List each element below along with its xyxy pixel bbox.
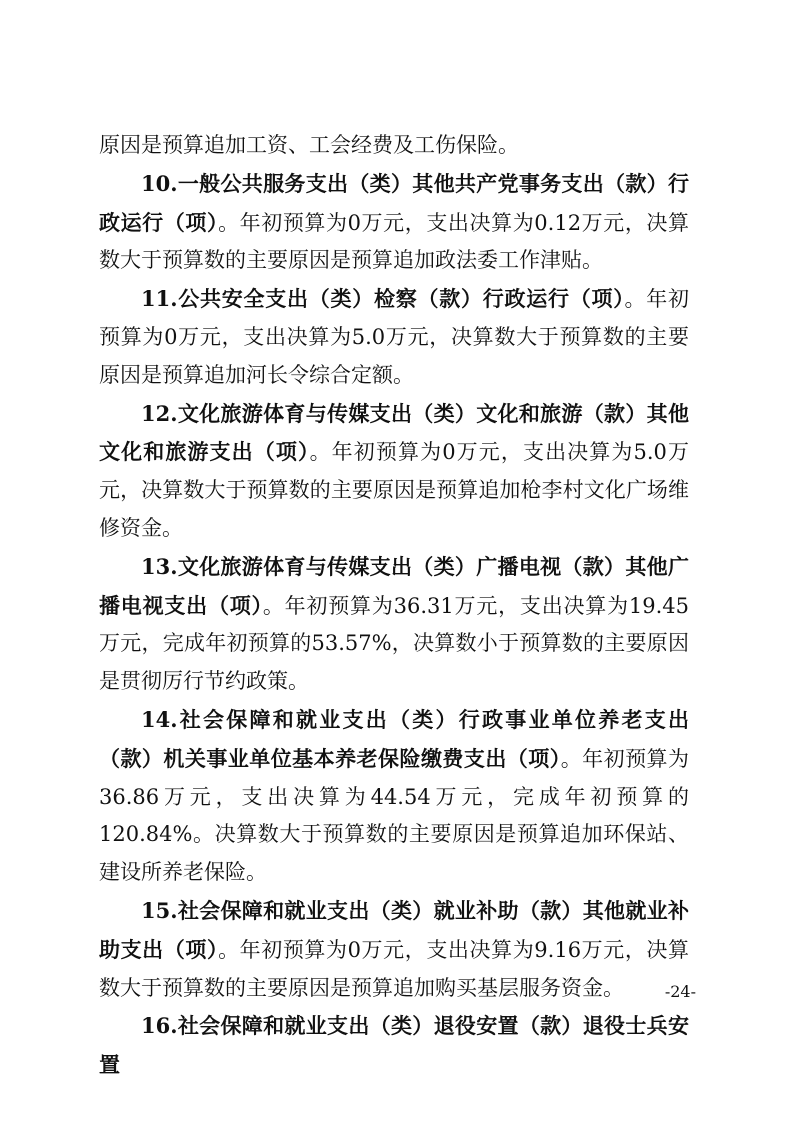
body-text (99, 127, 689, 1085)
paragraph-item-10 (99, 165, 689, 280)
paragraph-item-14 (99, 701, 689, 892)
item-heading: 10.一般公共服务支出（类）其他共产党事务支出（款）行政运行（项） (99, 170, 689, 235)
paragraph-text: 。年初预算为0万元，支出决算为5.0万元，决算数大于预算数的主要原因是预算追加河长令综合定额。 (99, 287, 689, 387)
paragraph-text: 原因是预算追加工资、工会经费及工伤保险。 (99, 133, 519, 157)
paragraph-item-11 (99, 280, 689, 394)
item-heading: 13.文化旅游体育与传媒支出（类）广播电视（款）其他广播电视支出（项） (99, 553, 689, 618)
item-heading: 12.文化旅游体育与传媒支出（类）文化和旅游（款）其他文化和旅游支出（项） (99, 400, 689, 465)
paragraph-text: 。年初预算为0万元，支出决算为9.16万元，决算数大于预算数的主要原因是预算追加购买基层服务资金。 (99, 937, 690, 1000)
item-heading: 15.社会保障和就业支出（类）就业补助（款）其他就业补助支出（项） (99, 897, 689, 962)
paragraph-text: 。年初预算为0万元，支出决算为5.0万元，决算数大于预算数的主要原因是预算追加枪李村文化广场维修资金。 (99, 440, 690, 540)
paragraph-item-13 (99, 548, 689, 701)
item-heading: 16.社会保障和就业支出（类）退役安置（款）退役士兵安置 (99, 1013, 689, 1078)
item-heading: 11.公共安全支出（类）检察（款）行政运行（项） (141, 286, 625, 312)
paragraph-item-12 (99, 395, 689, 548)
paragraph-text: 。年初预算为0万元，支出决算为0.12万元，决算数大于预算数的主要原因是预算追加政法委工作津贴。 (99, 210, 690, 273)
item-heading: 14.社会保障和就业支出（类）行政事业单位养老支出（款）机关事业单位基本养老保险缴费支出（项） (99, 706, 689, 771)
page-number: -24- (664, 982, 696, 1001)
paragraph-continuation (99, 127, 689, 165)
paragraph-text: 。年初预算为36.86万元，支出决算为44.54万元，完成年初预算的120.84%。决算数大于预算数的主要原因是预算追加环保站、建设所养老保险。 (99, 746, 690, 885)
paragraph-text: 。年初预算为36.31万元，支出决算为19.45万元，完成年初预算的53.57%，决算数小于预算数的主要原因是贯彻厉行节约政策。 (99, 593, 689, 694)
paragraph-item-15 (99, 892, 689, 1007)
paragraph-item-16 (99, 1007, 689, 1085)
